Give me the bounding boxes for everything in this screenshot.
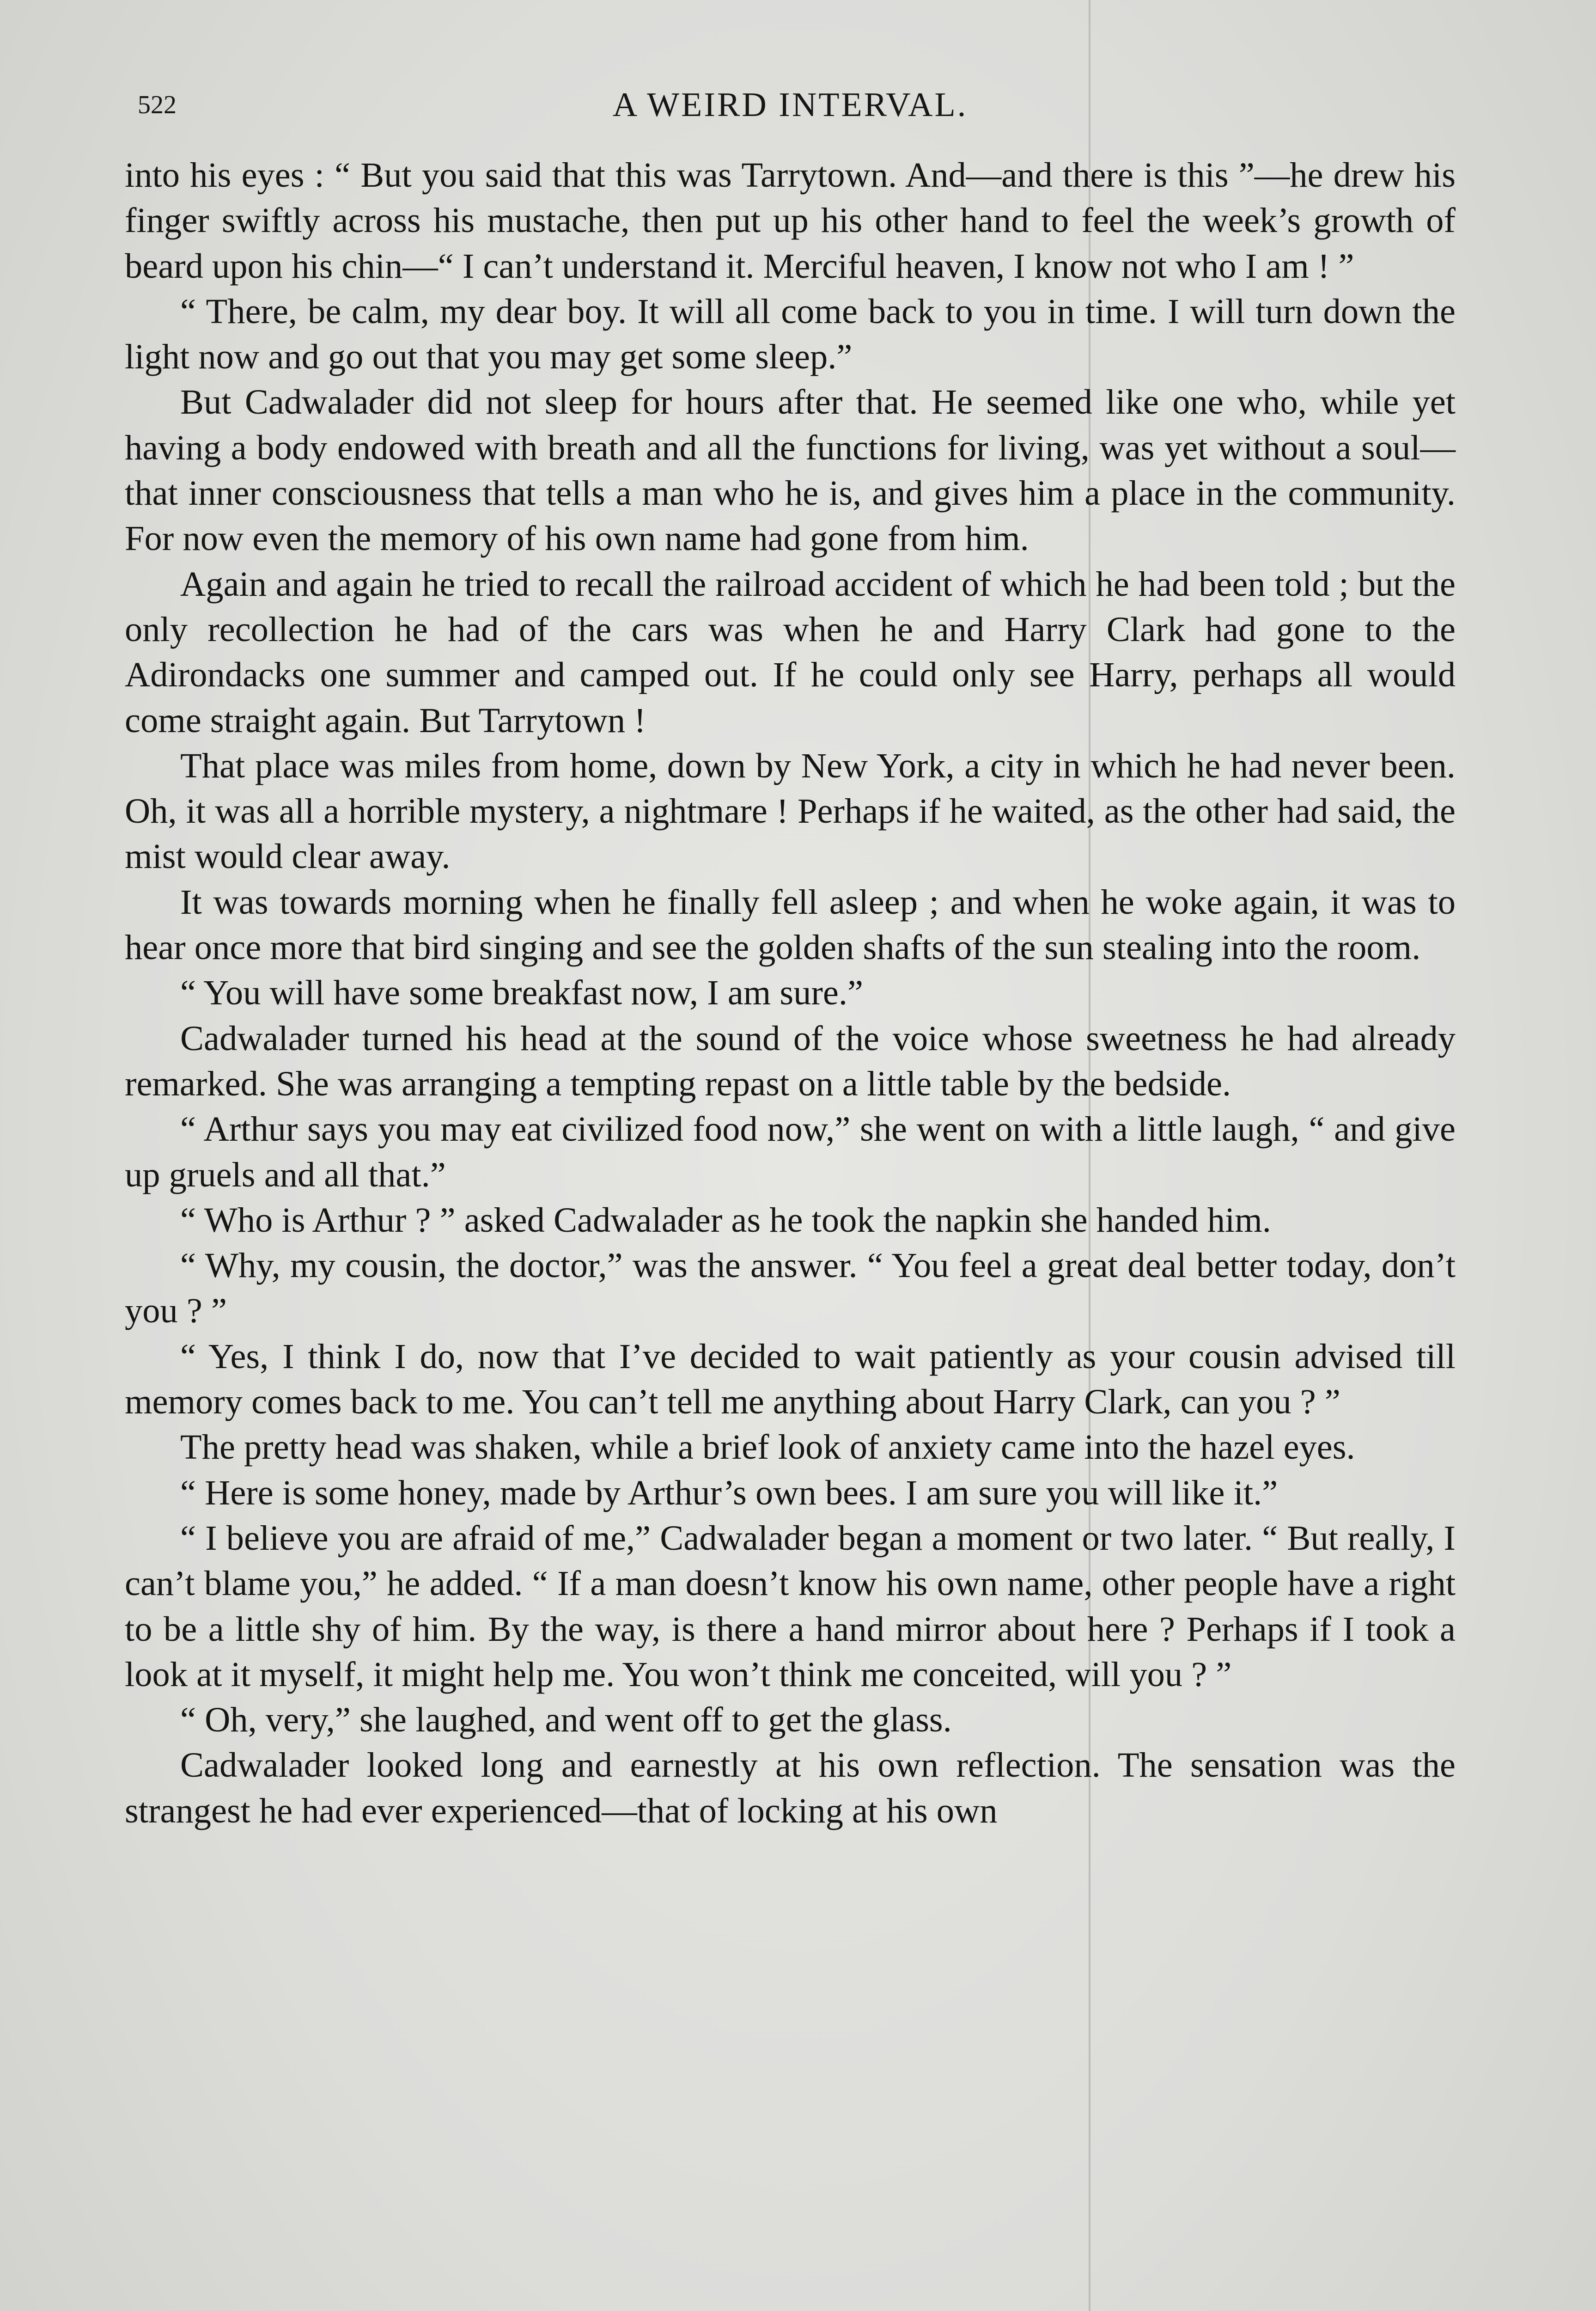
body-text [125, 153, 1456, 1834]
paragraph: “ I believe you are afraid of me,” Cadwalader began a moment or two later. “ But really, I can’t blame you,” he added. “ If a man doesn’t know his own name, other people have a right to be a little shy of him. By the way, is there a hand mirror about here ? Perhaps if I took a look at it myself, it might help me. You won’t think me conceited, will you ? ” [125, 1518, 1456, 1694]
paragraph: Cadwalader looked long and earnestly at his own reflection. The sensation was the strangest he had ever experienced—that of locking at his own [125, 1745, 1456, 1830]
paragraph: It was towards morning when he finally fell asleep ; and when he woke again, it was to hear once more that bird singing and see the golden shafts of the sun stealing into the room. [125, 882, 1456, 967]
paragraph: Cadwalader turned his head at the sound of the voice whose sweetness he had already remarked. She was arranging a tempting repast on a little table by the bedside. [125, 1018, 1456, 1103]
paragraph: into his eyes : “ But you said that this was Tarrytown. And—and there is this ”—he drew his finger swiftly across his mustache, then put up his other hand to feel the week’s growth of beard upon his chin—“ I can’t understand it. Merciful heaven, I know not who I am ! ” [125, 155, 1456, 286]
page-header [125, 86, 1456, 136]
paragraph: “ There, be calm, my dear boy. It will all come back to you in time. I will turn down the light now and go out that you may get some sleep.” [125, 291, 1456, 377]
paragraph: The pretty head was shaken, while a brief look of anxiety came into the hazel eyes. [180, 1427, 1355, 1467]
paragraph: “ Yes, I think I do, now that I’ve decided to wait patiently as your cousin advised till memory comes back to me. You can’t tell me anything about Harry Clark, can you ? ” [125, 1336, 1456, 1422]
page-number: 522 [138, 91, 177, 119]
paragraph: “ You will have some breakfast now, I am sure.” [180, 973, 863, 1013]
paragraph: That place was miles from home, down by New York, a city in which he had never been. Oh, it was all a horrible mystery, a nightmare ! Perhaps if he waited, as the other had said, the mist would clear away. [125, 746, 1456, 876]
paragraph: “ Why, my cousin, the doctor,” was the answer. “ You feel a great deal better today, don’t you ? ” [125, 1246, 1456, 1331]
paragraph: Again and again he tried to recall the railroad accident of which he had been told ; but the only recollection he had of the cars was when he and Harry Clark had gone to the Adirondacks one summer and camped out. If he could only see Harry, perhaps all would come straight again. But Tarrytown ! [125, 564, 1456, 740]
paragraph: “ Arthur says you may eat civilized food now,” she went on with a little laugh, “ and give up gruels and all that.” [125, 1109, 1456, 1194]
paragraph: “ Who is Arthur ? ” asked Cadwalader as he took the napkin she handed him. [180, 1200, 1271, 1240]
running-title: A WEIRD INTERVAL. [612, 86, 968, 124]
paragraph: “ Oh, very,” she laughed, and went off to get the glass. [180, 1700, 952, 1740]
paragraph: But Cadwalader did not sleep for hours after that. He seemed like one who, while yet having a body endowed with breath and all the functions for living, was yet without a soul—that inner consciousness that tells a man who he is, and gives him a place in the community. For now even the memory of his own name had gone from him. [125, 382, 1456, 558]
paragraph: “ Here is some honey, made by Arthur’s own bees. I am sure you will like it.” [180, 1473, 1278, 1512]
